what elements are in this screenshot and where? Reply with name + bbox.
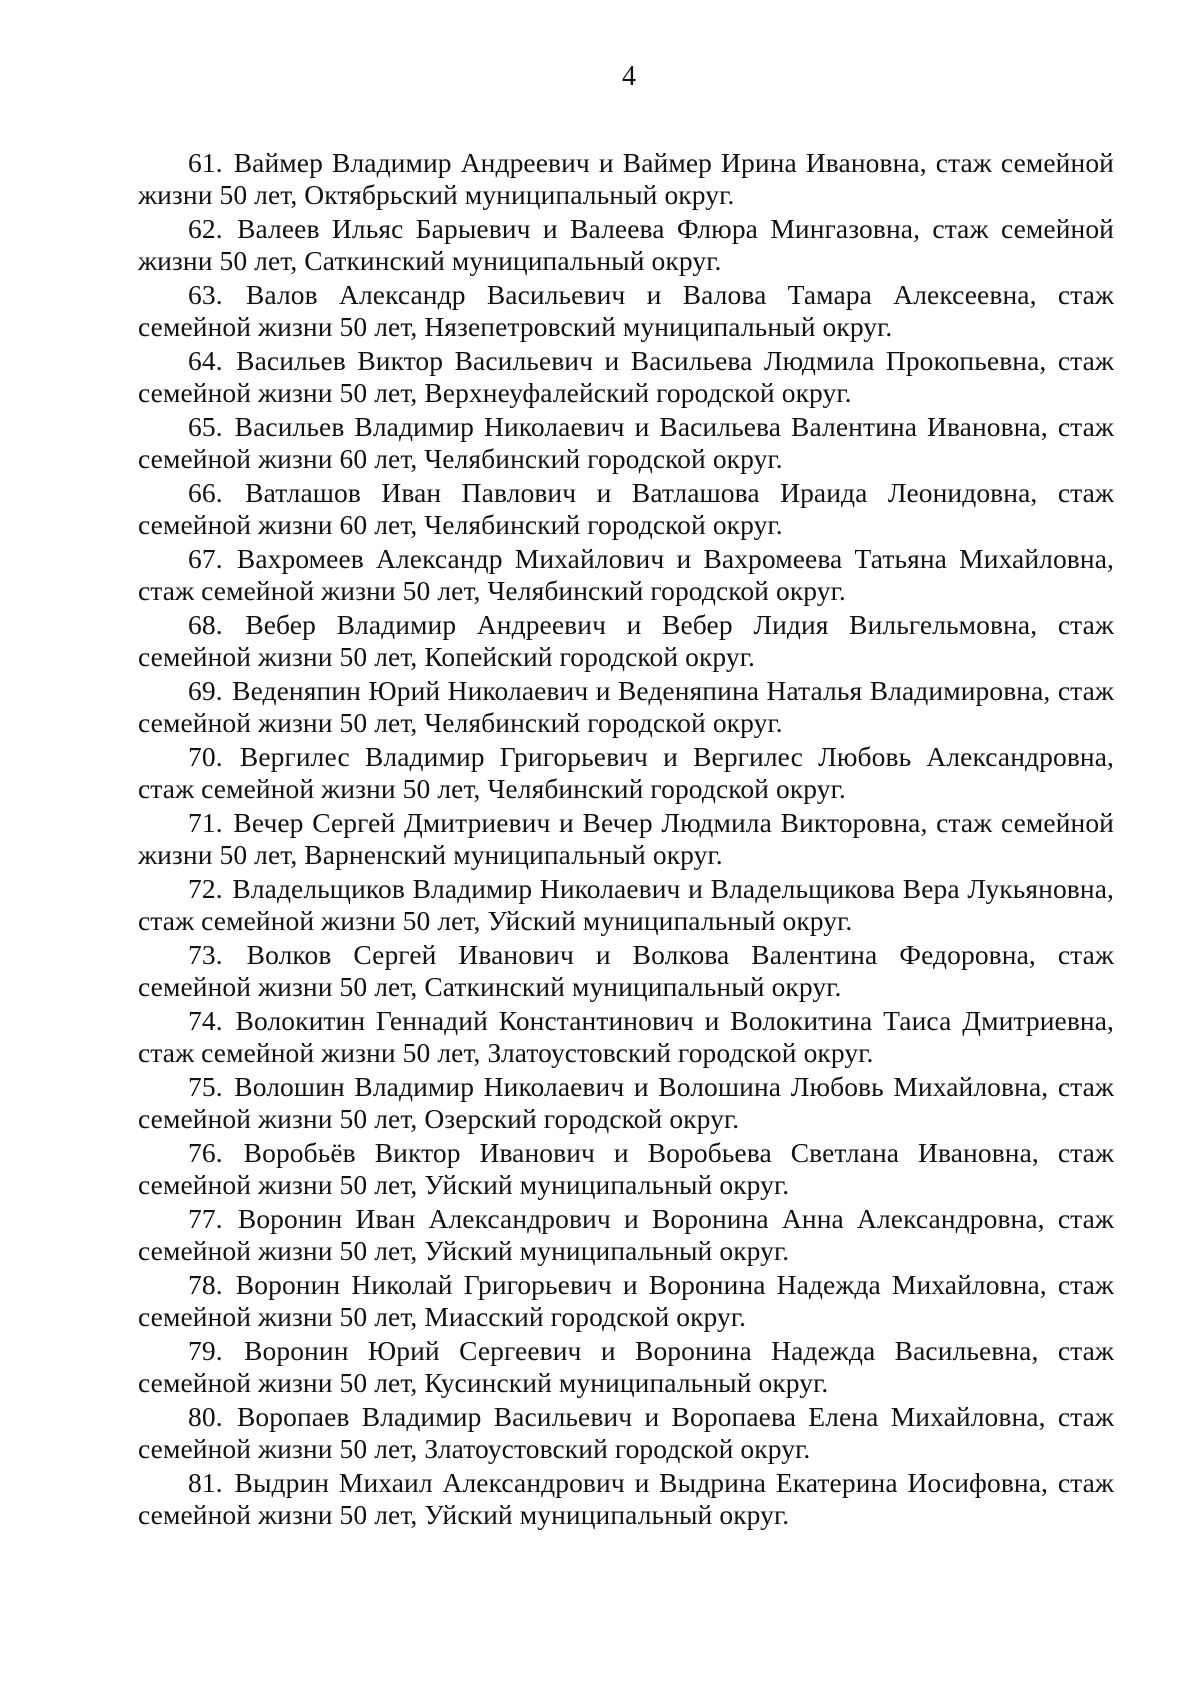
item-number: 81. <box>188 1467 223 1498</box>
item-text: Воробьёв Виктор Иванович и Воробьева Светлана Ивановна, стаж семейной жизни 50 лет, Уйский муниципальный округ. <box>138 1137 1114 1200</box>
item-text: Вебер Владимир Андреевич и Вебер Лидия Вильгельмовна, стаж семейной жизни 50 лет, Копейский городской округ. <box>138 609 1114 672</box>
item-number: 70. <box>188 741 223 772</box>
item-text: Веденяпин Юрий Николаевич и Веденяпина Наталья Владимировна, стаж семейной жизни 50 лет, Челябинский городской округ. <box>138 675 1114 738</box>
list-item <box>138 609 1114 673</box>
item-text: Воронин Николай Григорьевич и Воронина Надежда Михайловна, стаж семейной жизни 50 лет, Миасский городской округ. <box>138 1269 1115 1332</box>
list-item <box>138 411 1114 475</box>
item-text: Вахромеев Александр Михайлович и Вахромеева Татьяна Михайловна, стаж семейной жизни 50 лет, Челябинский городской округ. <box>138 543 1114 606</box>
item-number: 67. <box>188 543 223 574</box>
item-text: Валеев Ильяс Барыевич и Валеева Флюра Мингазовна, стаж семейной жизни 50 лет, Саткинский муниципальный округ. <box>138 213 1114 276</box>
list-item <box>138 1269 1114 1333</box>
list-item <box>138 1335 1114 1399</box>
item-text: Владельщиков Владимир Николаевич и Владельщикова Вера Лукьяновна, стаж семейной жизни 50 лет, Уйский муниципальный округ. <box>138 873 1114 936</box>
item-number: 73. <box>188 939 223 970</box>
item-text: Выдрин Михаил Александрович и Выдрина Екатерина Иосифовна, стаж семейной жизни 50 лет, Уйский муниципальный округ. <box>138 1467 1114 1530</box>
list-item <box>138 213 1114 277</box>
item-number: 77. <box>188 1203 223 1234</box>
item-number: 64. <box>188 345 223 376</box>
item-number: 75. <box>188 1071 223 1102</box>
item-text: Вечер Сергей Дмитриевич и Вечер Людмила Викторовна, стаж семейной жизни 50 лет, Варненский муниципальный округ. <box>138 807 1115 870</box>
list-item <box>138 477 1114 541</box>
list-item <box>138 741 1114 805</box>
item-text: Ваймер Владимир Андреевич и Ваймер Ирина Ивановна, стаж семейной жизни 50 лет, Октябрьский муниципальный округ. <box>138 147 1114 210</box>
award-list <box>138 147 1114 1533</box>
item-number: 72. <box>188 873 223 904</box>
item-number: 63. <box>188 279 223 310</box>
item-text: Волокитин Геннадий Константинович и Волокитина Таиса Дмитриевна, стаж семейной жизни 50 лет, Златоустовский городской округ. <box>138 1005 1115 1068</box>
list-item <box>138 1137 1114 1201</box>
item-text: Ватлашов Иван Павлович и Ватлашова Ираида Леонидовна, стаж семейной жизни 60 лет, Челябинский городской округ. <box>138 477 1114 540</box>
list-item <box>138 147 1114 211</box>
list-item <box>138 1071 1114 1135</box>
item-number: 76. <box>188 1137 223 1168</box>
page-number: 4 <box>622 61 636 92</box>
list-item <box>138 345 1114 409</box>
list-item <box>138 279 1114 343</box>
list-item <box>138 1203 1114 1267</box>
list-item <box>138 1005 1114 1069</box>
item-number: 69. <box>188 675 223 706</box>
list-item <box>138 1401 1114 1465</box>
item-text: Воропаев Владимир Васильевич и Воропаева Елена Михайловна, стаж семейной жизни 50 лет, Златоустовский городской округ. <box>138 1401 1114 1464</box>
item-text: Волков Сергей Иванович и Волкова Валентина Федоровна, стаж семейной жизни 50 лет, Саткинский муниципальный округ. <box>138 939 1114 1002</box>
item-text: Волошин Владимир Николаевич и Волошина Любовь Михайловна, стаж семейной жизни 50 лет, Озерский городской округ. <box>138 1071 1114 1134</box>
list-item <box>138 675 1114 739</box>
item-number: 66. <box>188 477 223 508</box>
list-item <box>138 1467 1114 1531</box>
item-text: Воронин Иван Александрович и Воронина Анна Александровна, стаж семейной жизни 50 лет, Уйский муниципальный округ. <box>138 1203 1114 1266</box>
item-number: 74. <box>188 1005 223 1036</box>
item-number: 61. <box>188 147 223 178</box>
item-number: 68. <box>188 609 223 640</box>
item-text: Валов Александр Васильевич и Валова Тамара Алексеевна, стаж семейной жизни 50 лет, Нязепетровский муниципальный округ. <box>138 279 1114 342</box>
item-number: 62. <box>188 213 223 244</box>
item-text: Воронин Юрий Сергеевич и Воронина Надежда Васильевна, стаж семейной жизни 50 лет, Кусинский муниципальный округ. <box>138 1335 1114 1398</box>
list-item <box>138 873 1114 937</box>
item-text: Васильев Владимир Николаевич и Васильева Валентина Ивановна, стаж семейной жизни 60 лет, Челябинский городской округ. <box>138 411 1114 474</box>
item-number: 79. <box>188 1335 223 1366</box>
item-number: 78. <box>188 1269 223 1300</box>
list-item <box>138 807 1114 871</box>
item-text: Васильев Виктор Васильевич и Васильева Людмила Прокопьевна, стаж семейной жизни 50 лет, Верхнеуфалейский городской округ. <box>138 345 1114 408</box>
item-number: 65. <box>188 411 223 442</box>
item-text: Вергилес Владимир Григорьевич и Вергилес Любовь Александровна, стаж семейной жизни 50 лет, Челябинский городской округ. <box>138 741 1114 804</box>
list-item <box>138 939 1114 1003</box>
item-number: 80. <box>188 1401 223 1432</box>
item-number: 71. <box>188 807 223 838</box>
list-item <box>138 543 1114 607</box>
